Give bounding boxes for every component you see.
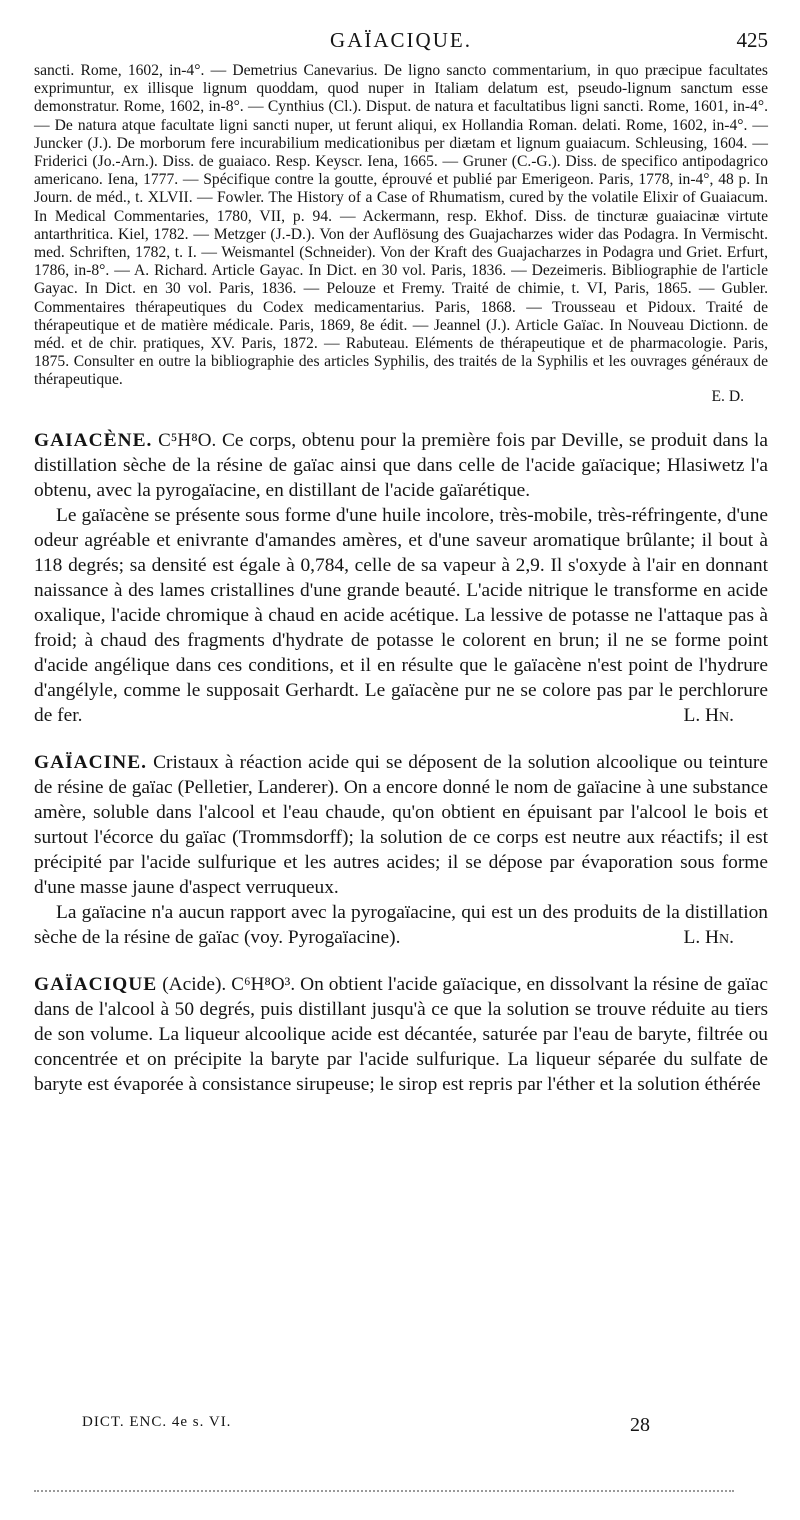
entry-author: L. Hn.	[683, 926, 734, 948]
entry-paragraph	[34, 972, 768, 1097]
entry-formula: C⁵H⁸O.	[158, 429, 217, 451]
footer-sheet-number: 28	[630, 1414, 650, 1436]
bibliography-signature: E. D.	[711, 387, 744, 405]
bibliography-text: sancti. Rome, 1602, in-4°. — Demetrius Canevarius. De ligno sancto commentarium, in quo præcipue facultates exprimuntur, ex illisque lignum quoddam, quod nuper in Italiam delatum est, pseudo-lignum sanctum esse demonstratur. Rome, 1602, in-8°. — Cynthius (Cl.). Disput. de natura et facultatibus ligni sancti. Rome, 1601, in-4°. — De natura atque facultate ligni sancti nuper, ut ferunt aliqui, ex Hollandia Roman. delati. Rome, 1602, in-4°. — Juncker (J.). De morborum fere incurabilium medicationibus per diætam et lignum guaiacum. Schleusing, 1604. — Friderici (Jo.-Arn.). Diss. de guaiaco. Resp. Keyscr. Iena, 1665. — Gruner (C.-G.). Diss. de specifico antipodagrico americano. Iena, 1777. — Spécifique contre la goutte, éprouvé et publié par Emerigeon. Paris, 1778, in-4°, 48 p. In Journ. de méd., t. XLVII. — Fowler. The History of a Case of Rhumatism, cured by the volatile Elixir of Guaiacum. In Medical Commentaries, 1780, VII, p. 94. — Ackermann, resp. Ekhof. Diss. de tincturæ guaiacinæ virtute antarthritica. Kiel, 1782. — Metzger (J.-D.). Von der Auflösung des Guajacharzes wider das Podagra. In Vermischt. med. Schriften, 1782, t. I. — Weismantel (Schneider). Von der Kraft des Guajacharzes in Podagra und Griet. Erfurt, 1786, in-8°. — A. Richard. Article Gayac. In Dict. en 30 vol. Paris, 1836. — Dezeimeris. Bibliographie de l'article Gayac. In Dict. en 30 vol. Paris, 1836. — Pelouze et Fremy. Traité de chimie, t. VI, Paris, 1865. — Gubler. Commentaires thérapeutiques du Codex medicamentarius. Paris, 1868. — Trousseau et Pidoux. Traité de thérapeutique et de matière médicale. Paris, 1869, 8e édit. — Jeannel (J.). Article Gaïac. In Nouveau Dictionn. de méd. et de chir. pratiques, XV. Paris, 1872. — Rabuteau. Eléments de thérapeutique et de pharmacologie. Paris, 1875. Consulter en outre la bibliographie des articles Syphilis, des traités de la Syphilis et les ouvrages généraux de thérapeutique.	[34, 62, 768, 389]
entry-gaiacine	[34, 750, 768, 950]
entry-text: Cristaux à réaction acide qui se déposent de la solution alcoolique ou teinture de résine de gaïac (Pelletier, Landerer). On a encore donné le nom de gaïacine à une substance amère, soluble dans l'alcool et l'eau chaude, qu'on obtient en épuisant par l'alcool le bois et surtout l'écorce du gaïac (Trommsdorff); la solution de ce corps est neutre aux réactifs; il est précipité par l'acide sulfurique et les autres acides; il se dépose par évaporation sous forme d'une masse jaune d'aspect verruqueux.	[34, 751, 768, 898]
entry-paragraph	[34, 900, 768, 950]
entry-text: On obtient l'acide gaïacique, en dissolvant la résine de gaïac dans de l'alcool à 50 degrés, puis distillant jusqu'à ce que la solution se trouve réduite au tiers de son volume. La liqueur alcoolique acide est décantée, saturée par l'eau de baryte, filtrée ou concentrée et on précipite la baryte par l'acide sulfurique. La liqueur séparée du sulfate de baryte est évaporée à consistance sirupeuse; le sirop est repris par l'éther et la solution éthérée	[34, 973, 768, 1095]
entry-text: La gaïacine n'a aucun rapport avec la pyrogaïacine, qui est un des produits de la distillation sèche de la résine de gaïac (voy. Pyrogaïacine).	[34, 901, 768, 948]
entry-paragraph	[34, 750, 768, 900]
entry-gaiacique	[34, 972, 768, 1097]
entry-gaiacene	[34, 428, 768, 728]
entry-paragraph	[34, 428, 768, 503]
entry-author: L. Hn.	[683, 704, 734, 726]
entry-headword: GAÏACIQUE	[34, 973, 158, 995]
page-footer	[0, 1400, 800, 1436]
entry-headword: GAÏACINE.	[34, 751, 147, 773]
bibliography-block	[34, 62, 768, 406]
running-header	[34, 28, 768, 56]
bottom-divider	[34, 1490, 734, 1492]
dictionary-page	[34, 28, 768, 1097]
page-number: 425	[736, 28, 768, 52]
entry-headword: GAIACÈNE.	[34, 429, 153, 451]
entry-formula: C⁶H⁸O³.	[231, 973, 296, 995]
entry-qualifier: (Acide).	[162, 973, 227, 995]
entry-text: Le gaïacène se présente sous forme d'une huile incolore, très-mobile, très-réfringente, d'une odeur agréable et enivrante d'amandes amères, et d'une saveur aromatique brûlante; il bout à 118 degrés; sa densité est égale à 0,784, celle de sa vapeur à 2,9. Il s'oxyde à l'air en donnant naissance à des lames cristallines d'une grande beauté. L'acide nitrique le transforme en acide oxalique, l'acide chromique à chaud en acide acétique. La lessive de potasse ne l'attaque pas à froid; à chaud des fragments d'hydrate de potasse le colorent en brun; il ne se forme point d'acide angélique dans ces conditions, et il en résulte que le gaïacène n'est point de l'hydrure d'angélyle, comme le supposait Gerhardt. Le gaïacène pur ne se colore pas par le perchlorure de fer.	[34, 504, 768, 726]
running-title: GAÏACIQUE.	[330, 28, 472, 52]
entry-text: Ce corps, obtenu pour la première fois par Deville, se produit dans la distillation sèche de la résine de gaïac ainsi que dans celle de l'acide gaïacique; Hlasiwetz l'a obtenu, avec la pyrogaïacine, en distillant de l'acide gaïarétique.	[34, 429, 768, 501]
entry-paragraph	[34, 503, 768, 728]
footer-signature-mark: DICT. ENC. 4e s. VI.	[82, 1414, 232, 1430]
